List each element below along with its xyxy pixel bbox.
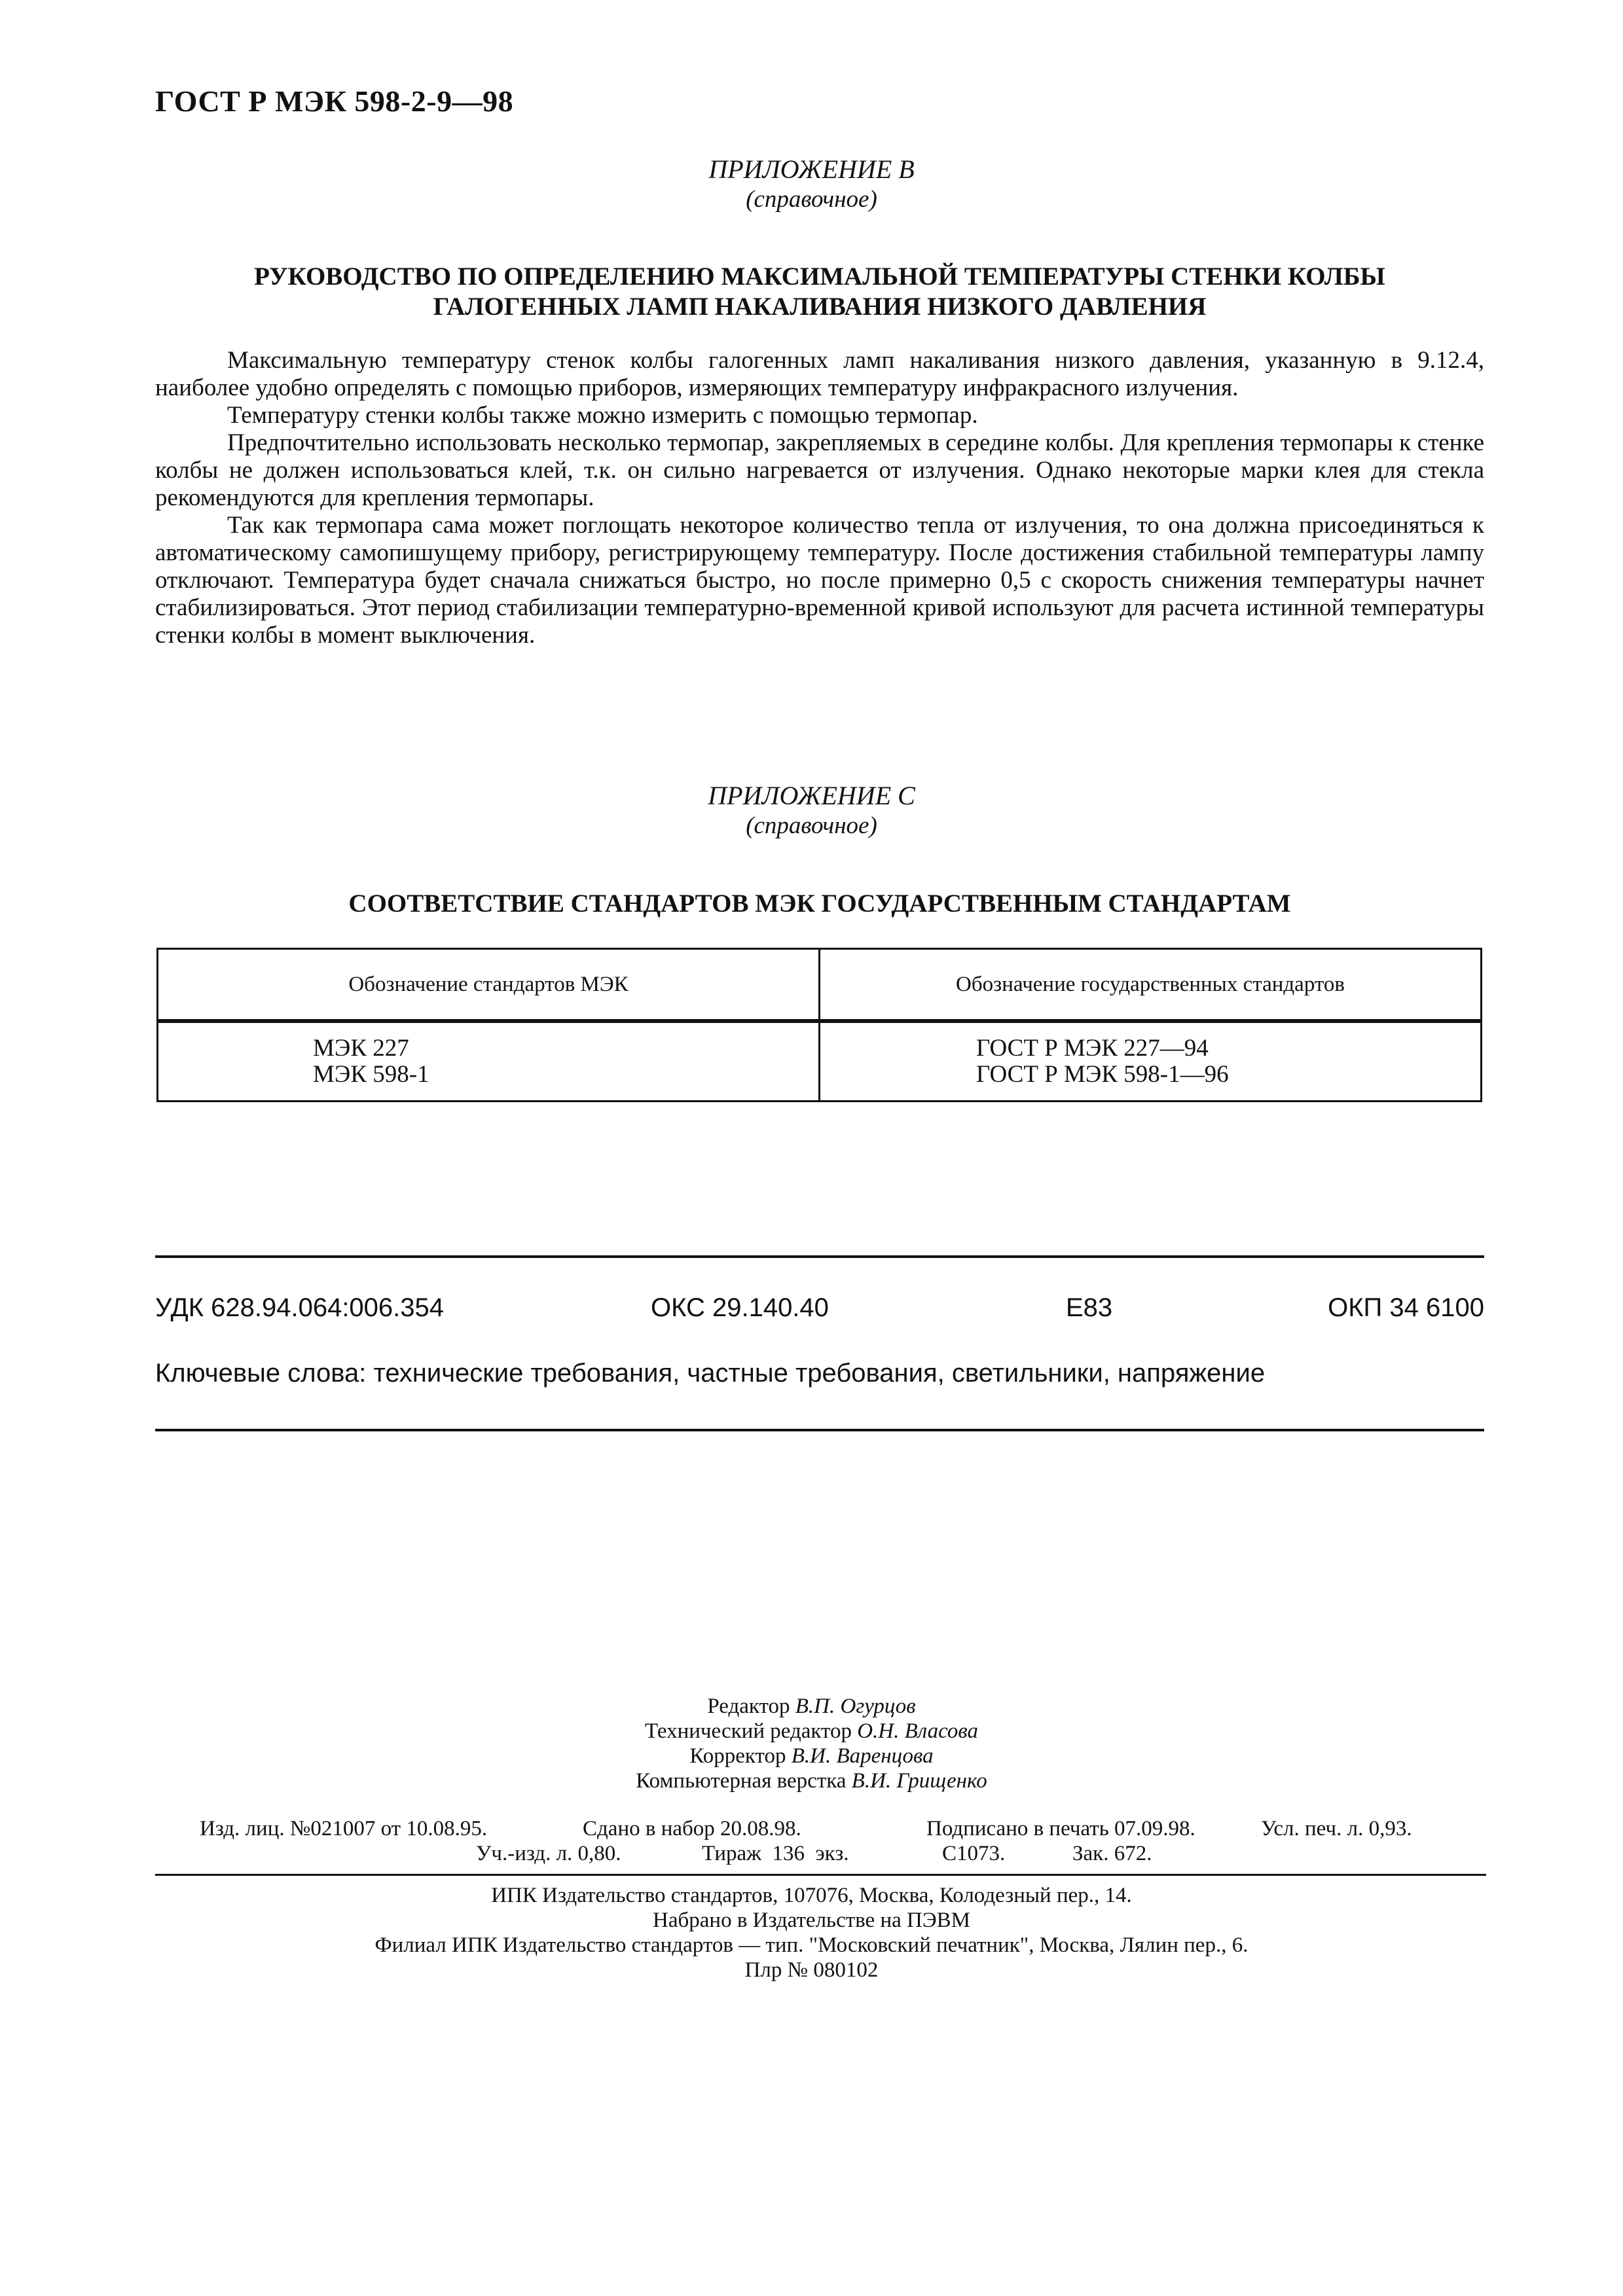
oks-code: ОКС 29.140.40 bbox=[651, 1293, 829, 1322]
appendix-b-body bbox=[155, 347, 1484, 649]
credit-line bbox=[0, 1768, 1623, 1793]
paragraph: Максимальную температуру стенок колбы галогенных ламп накаливания низкого давления, указанную в 9.12.4, наиболее удобно определять с помощью приборов, измеряющих температуру инфракрасного излучения. bbox=[155, 347, 1484, 401]
appendix-b-heading-line2: ГАЛОГЕННЫХ ЛАМП НАКАЛИВАНИЯ НИЗКОГО ДАВЛЕНИЯ bbox=[433, 293, 1207, 321]
table-cell-state bbox=[820, 1021, 1482, 1102]
footer-line: Плр № 080102 bbox=[744, 1958, 879, 1982]
table-header-iec: Обозначение стандартов МЭК bbox=[158, 949, 820, 1022]
paragraph: Так как термопара сама может поглощать некоторое количество тепла от излучения, то она должна присоединяться к автоматическому самопишущему прибору, регистрирующему температуру. После достижения стабильной температуры лампу отключают. Температура будет сначала снижаться быстро, но после примерно 0,5 с скорость снижения температуры начнет стабилизироваться. Этот период стабилизации температурно-временной кривой используют для расчета истинной температуры стенки колбы в момент выключения. bbox=[155, 512, 1484, 649]
divider-bottom bbox=[155, 1429, 1484, 1431]
print-run: Тираж 136 экз. bbox=[702, 1842, 849, 1865]
udk-code: УДК 628.94.064:006.354 bbox=[155, 1293, 445, 1322]
state-standard: ГОСТ Р МЭК 227—94 bbox=[976, 1035, 1209, 1062]
appendix-b-title-block bbox=[0, 154, 1623, 215]
appendix-c-title: ПРИЛОЖЕНИЕ С bbox=[708, 781, 915, 810]
appendix-b-heading bbox=[155, 262, 1484, 322]
appendix-c-title-block bbox=[0, 781, 1623, 841]
credit-name: О.Н. Власова bbox=[857, 1719, 979, 1743]
credit-line bbox=[0, 1719, 1623, 1744]
credit-role: Редактор bbox=[707, 1695, 790, 1718]
print-signed-date: Подписано в печать 07.09.98. bbox=[926, 1817, 1195, 1840]
credit-role: Корректор bbox=[689, 1744, 786, 1768]
footer-block bbox=[0, 1883, 1623, 1982]
credit-line bbox=[0, 1694, 1623, 1719]
credit-name: В.П. Огурцов bbox=[795, 1695, 916, 1718]
footer-divider bbox=[155, 1874, 1486, 1876]
footer-line: ИПК Издательство стандартов, 107076, Москва, Колодезный пер., 14. bbox=[491, 1884, 1132, 1907]
table-header-state: Обозначение государственных стандартов bbox=[820, 949, 1482, 1022]
iec-standard: МЭК 227 bbox=[313, 1035, 409, 1062]
pub-code: С1073. bbox=[942, 1842, 1006, 1865]
print-sheets: Усл. печ. л. 0,93. bbox=[1261, 1817, 1412, 1840]
typeset-date: Сдано в набор 20.08.98. bbox=[583, 1817, 801, 1840]
credit-role: Компьютерная верстка bbox=[636, 1769, 847, 1793]
credit-name: В.И. Варенцова bbox=[791, 1744, 934, 1768]
appendix-c-heading: СООТВЕТСТВИЕ СТАНДАРТОВ МЭК ГОСУДАРСТВЕННЫМ СТАНДАРТАМ bbox=[348, 889, 1291, 918]
keywords: Ключевые слова: технические требования, частные требования, светильники, напряжение bbox=[155, 1359, 1266, 1388]
credit-name: В.И. Грищенко bbox=[851, 1769, 987, 1793]
appendix-b-heading-line1: РУКОВОДСТВО ПО ОПРЕДЕЛЕНИЮ МАКСИМАЛЬНОЙ ТЕМПЕРАТУРЫ СТЕНКИ КОЛБЫ bbox=[254, 262, 1385, 291]
appendix-b-title: ПРИЛОЖЕНИЕ В bbox=[708, 154, 915, 184]
publisher-license: Изд. лиц. №021007 от 10.08.95. bbox=[200, 1817, 488, 1840]
table-cell-iec bbox=[158, 1021, 820, 1102]
footer-line: Набрано в Издательстве на ПЭВМ bbox=[653, 1909, 970, 1932]
e-code: Е83 bbox=[1066, 1293, 1113, 1322]
iec-standard: МЭК 598-1 bbox=[313, 1061, 429, 1088]
appendix-b-subtitle: (справочное) bbox=[746, 186, 877, 213]
appendix-c-subtitle: (справочное) bbox=[746, 812, 877, 839]
pub-sheets: Уч.-изд. л. 0,80. bbox=[476, 1842, 621, 1865]
footer-line: Филиал ИПК Издательство стандартов — тип. "Московский печатник", Москва, Лялин пер., 6. bbox=[374, 1933, 1249, 1957]
document-id: ГОСТ Р МЭК 598-2-9—98 bbox=[155, 84, 514, 118]
credit-role: Технический редактор bbox=[644, 1719, 852, 1743]
divider-top bbox=[155, 1255, 1484, 1258]
state-standard: ГОСТ Р МЭК 598-1—96 bbox=[976, 1061, 1229, 1088]
standards-table bbox=[156, 948, 1482, 1102]
credit-line bbox=[0, 1744, 1623, 1768]
table-row bbox=[158, 1021, 1482, 1102]
paragraph: Предпочтительно использовать несколько термопар, закрепляемых в середине колбы. Для крепления термопары к стенке колбы не должен использоваться клей, т.к. он сильно нагревается от излучения. Однако некоторые марки клея для стекла рекомендуются для крепления термопары. bbox=[155, 429, 1484, 511]
credits-block bbox=[0, 1694, 1623, 1793]
okp-code: ОКП 34 6100 bbox=[1328, 1293, 1484, 1322]
order-number: Зак. 672. bbox=[1072, 1842, 1152, 1865]
paragraph: Температуру стенки колбы также можно измерить с помощью термопар. bbox=[227, 402, 978, 429]
table-header-row bbox=[158, 949, 1482, 1022]
